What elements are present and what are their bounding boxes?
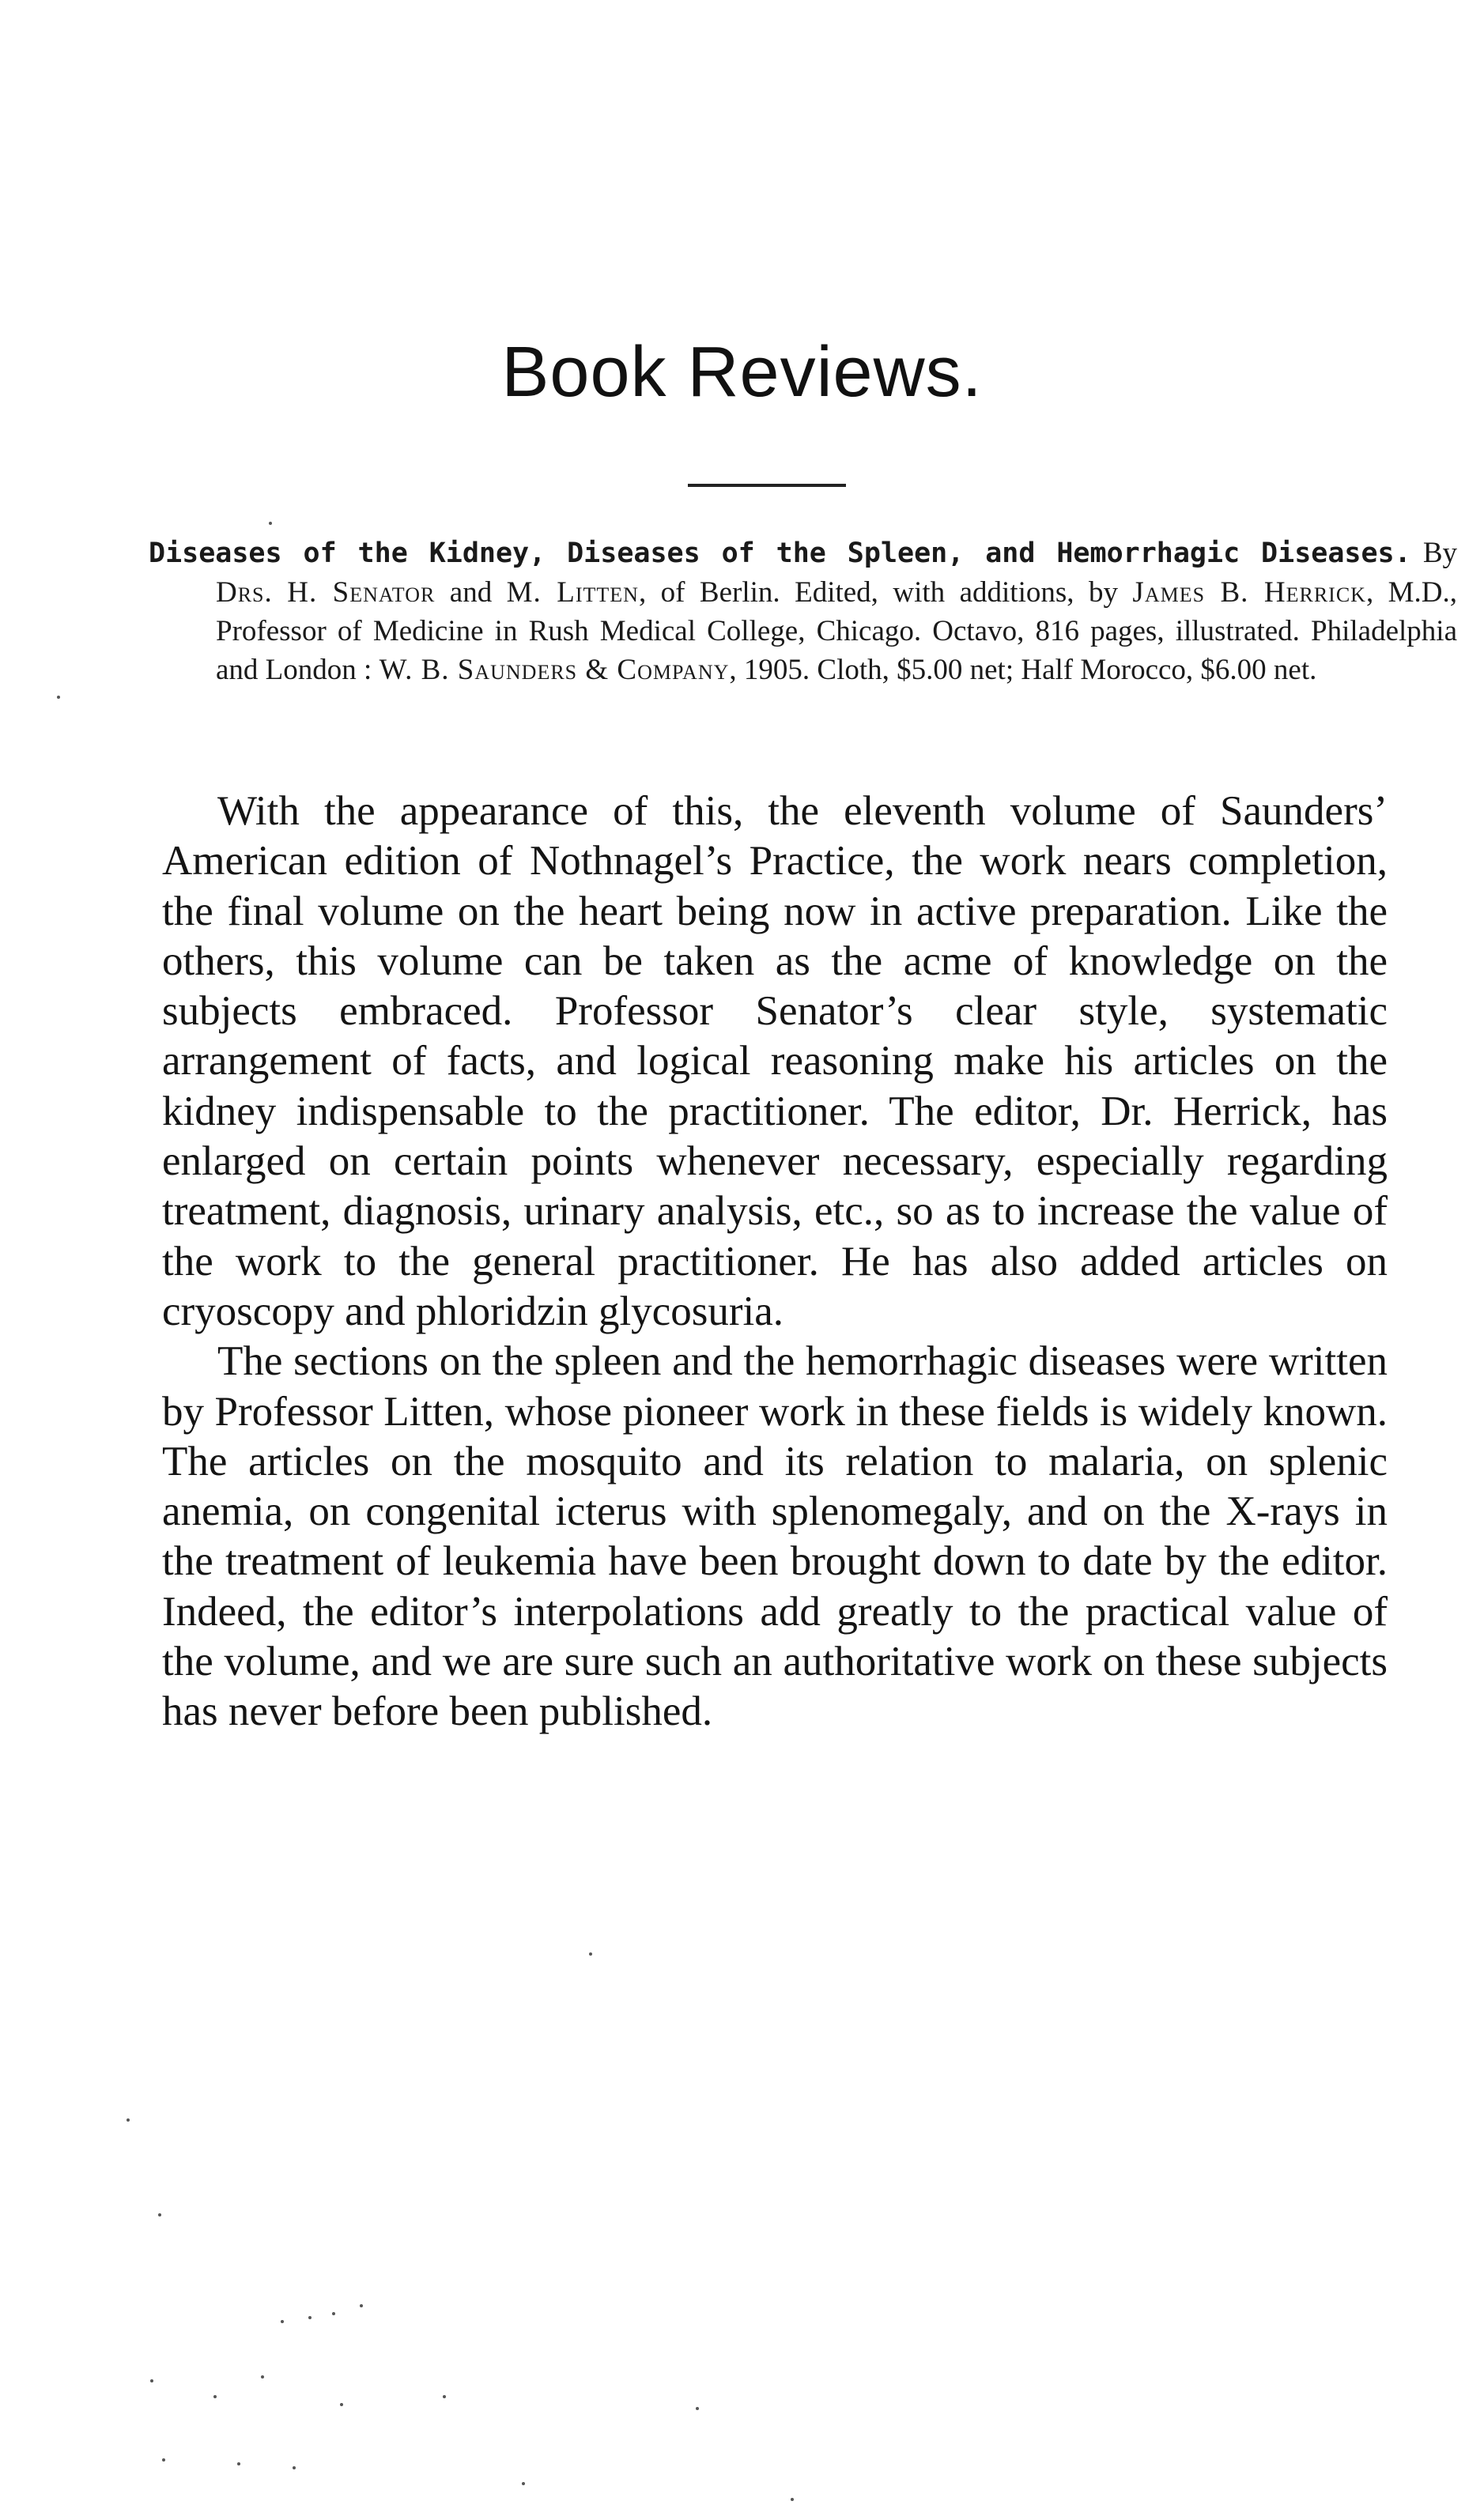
scan-speck [261, 2375, 264, 2379]
author-origin: , of Berlin. [638, 576, 780, 609]
edited-with: Edited, with additions, by [795, 576, 1118, 609]
scan-speck [589, 1952, 592, 1956]
scan-speck [696, 2407, 699, 2410]
editor-credentials: , M.D., Professor of Medicine in Rush Medical College, Chicago. [216, 576, 1458, 647]
book-prices: Cloth, $5.00 net; Half Morocco, $6.00 net. [817, 654, 1317, 686]
book-citation [149, 534, 1457, 689]
scan-speck [57, 696, 60, 699]
scan-speck [158, 2213, 161, 2216]
scan-speck [293, 2466, 296, 2469]
publisher-name: W. B. Saunders & Company [379, 654, 730, 686]
page-heading: Book Reviews. [501, 333, 983, 412]
and-word: and [449, 576, 493, 609]
author-senator: H. Senator [287, 576, 436, 609]
scan-speck [150, 2379, 153, 2382]
scan-speck [332, 2312, 335, 2315]
scan-speck [126, 2118, 130, 2122]
scan-speck [281, 2320, 284, 2323]
scan-speck [162, 2458, 165, 2462]
review-body [162, 787, 1388, 1737]
scan-speck [237, 2462, 240, 2465]
scan-speck [308, 2316, 312, 2319]
drs-abbrev: Drs. [216, 576, 273, 609]
scan-speck [269, 522, 272, 525]
format-pages: Octavo, 816 pages, illustrated. [932, 615, 1300, 647]
scan-speck [522, 2482, 525, 2485]
book-title: Diseases of the Kidney, Diseases of the Spleen, and Hemorrhagic Diseases. [149, 538, 1411, 569]
editor-name: James B. Herrick [1132, 576, 1366, 609]
publication-year: , 1905. [729, 654, 810, 686]
review-paragraph-1: With the appearance of this, the eleventh volume of Saunders’ American edition of Nothnagel’s Practice, the work nears completion, the final volume on the heart being now in active preparation. Like the others, this volume can be taken as the acme of knowledge on the subjects embraced. Professor Senator’s clear style, systematic arrangement of facts, and logical reasoning make his articles on the kidney indispensable to the practitioner. The editor, Dr. Herrick, has enlarged on certain points whenever necessary, especially regarding treatment, diagnosis, urinary analysis, etc., so as to increase the value of the work to the general practitioner. He has also added articles on cryoscopy and phloridzin glycosuria. [162, 788, 1388, 1334]
scan-speck [340, 2403, 343, 2406]
scan-speck [443, 2395, 446, 2398]
heading-rule [688, 484, 846, 487]
scan-speck [360, 2304, 363, 2307]
review-paragraph-2: The sections on the spleen and the hemorrhagic diseases were written by Professor Litten, whose pioneer work in these fields is widely known. The articles on the mosquito and its relation to malaria, on splenic anemia, on congenital icterus with splenomegaly, and on the X-rays in the treatment of leukemia have been brought down to date by the editor. Indeed, the editor’s interpolations add greatly to the practical value of the volume, and we are sure such an authoritative work on these subjects has never before been published. [162, 1338, 1388, 1735]
scan-speck [213, 2395, 217, 2398]
scan-speck [791, 2498, 794, 2501]
publisher-city: Philadelphia and London : [216, 615, 1458, 686]
by-word: By [1422, 537, 1458, 569]
author-litten: M. Litten [506, 576, 639, 609]
